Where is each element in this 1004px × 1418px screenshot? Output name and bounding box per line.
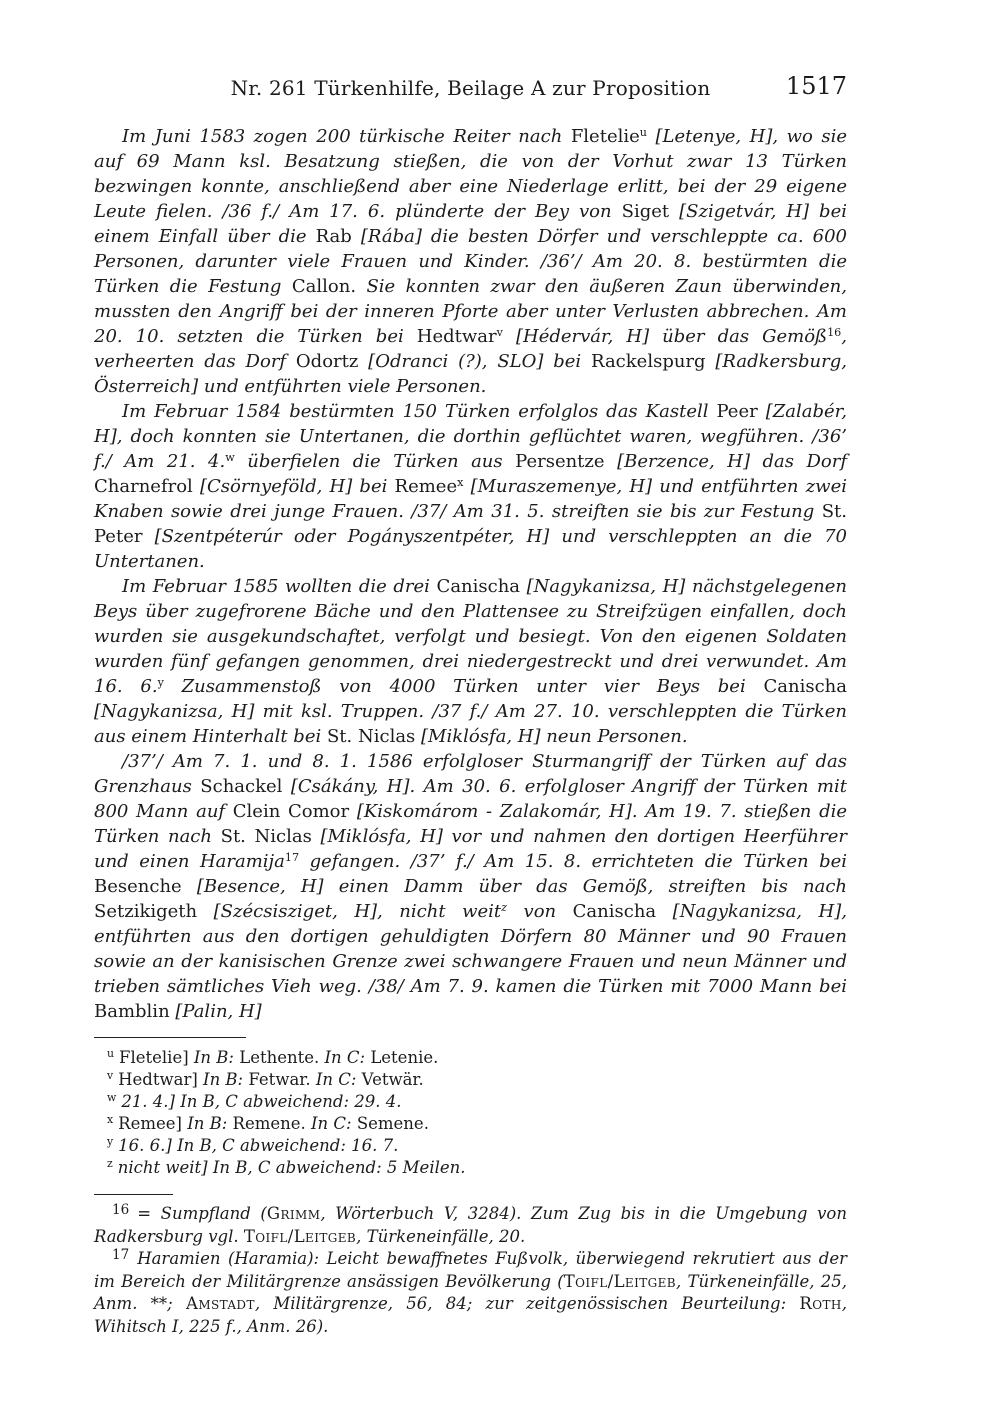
text-segment: [Letenye, H], wo sie auf 69 Mann ksl. Besatzung stießen, die von der Vorhut zwar 13 Türken bezwingen konnte, anschließend aber eine Niederlage erlitt, bei der 29 eigene Leute fielen. /36 f./ Am 17. 6. plünderte der Bey von [94,126,847,222]
running-header-title: Nr. 261 Türkenhilfe, Beilage A zur Proposition [230,76,711,100]
text-segment: nicht weit] In B, C abweichend: 5 Meilen. [117,1158,466,1177]
apparatus-note [94,1091,847,1113]
text-segment: /37’/ Am 7. 1. und 8. 1. 1586 erfolgloser Sturmangriff der Türken auf das Grenzhaus [94,751,847,797]
text-segment: [Szécsisziget, H], nicht weit [197,901,502,922]
apparatus-note [94,1069,847,1091]
apparatus-note-marker: z [107,1157,113,1171]
text-segment: x [457,475,464,489]
text-segment: Charnefrol [94,476,193,497]
text-segment: [Hédervár, H] über das Gemöß [502,326,828,347]
text-segment: Zusammenstoß von 4000 Türken unter vier Beys bei [163,676,764,697]
page-number: 1517 [785,72,847,100]
body-paragraph [94,124,847,399]
text-segment: Sumpfland ( [160,1204,267,1223]
body-text [94,124,847,1024]
apparatus-note-marker: w [107,1091,117,1105]
text-segment: Hedtwar [416,326,497,347]
text-segment: Remee [394,476,458,497]
text-segment: y [157,675,164,689]
text-segment: , Wihitsch I, 225 f., Anm. 26). [94,1294,847,1336]
page-header [94,72,847,106]
text-segment: Fletelie] [119,1048,194,1067]
apparatus-note-marker: v [107,1069,114,1083]
text-segment: In C: [324,1048,371,1067]
text-segment: [Radkersburg, Österreich] und entführten viele Personen. [94,351,847,397]
text-segment: Setzikigeth [94,901,198,922]
text-segment: [Berzence, H] das Dorf [604,451,848,472]
text-segment: Grimm [266,1204,321,1223]
text-segment: gefangen. /37’ f./ Am 15. 8. errichteten die Türken bei [299,851,847,872]
text-segment: 16. 6.] In B, C abweichend: 16. 7. [118,1136,399,1155]
text-segment: Besenche [94,876,182,897]
text-segment: [Odranci (?), SLO] bei [358,351,591,372]
footnotes-divider-rule [94,1194,173,1195]
apparatus-note [94,1157,847,1179]
apparatus-note [94,1135,847,1157]
apparatus-note-marker: x [107,1113,114,1127]
body-paragraph [94,749,847,1024]
text-segment: [Nagykanizsa, H] mit ksl. Truppen. /37 f./ Am 27. 10. verschleppten die Türken aus einem Hinterhalt bei [94,701,847,747]
text-segment: [Miklósfa, H] neun Personen. [415,726,688,747]
apparatus-note [94,1113,847,1135]
text-segment: [Muraszemenye, H] und entführten zwei Knaben sowie drei junge Frauen. /37/ Am 31. 5. streiften sie bis zur Festung [94,476,847,522]
footnote-marker: 16 [112,1201,130,1218]
text-segment: Semene. [356,1114,429,1133]
text-segment: 21. 4.] In B, C abweichend: 29. 4. [121,1092,402,1111]
text-segment: [Rába] die besten Dörfer und verschleppte ca. 600 Personen, darunter viele Frauen und Kinder. /36’/ Am 20. 8. bestürmten die Türken die Festung [94,226,847,297]
text-segment: Toifl/Leitgeb [243,1226,357,1246]
text-segment: Toifl/Leitgeb [563,1271,676,1291]
apparatus-divider-rule [94,1037,246,1038]
text-segment: Canischa [436,576,521,597]
text-segment: = [137,1204,161,1223]
text-segment: [Palin, H] [169,1001,262,1022]
body-paragraph [94,574,847,749]
text-segment: Callon. [291,276,357,297]
apparatus-note-marker: y [107,1135,114,1149]
text-segment: Im Juni 1583 zogen 200 türkische Reiter nach [122,126,571,147]
text-segment: , Militärgrenze, 56, 84; zur zeitgenössischen Beurteilung: [254,1294,800,1313]
text-segment: überfielen die Türken aus [234,451,516,472]
apparatus-section [94,1047,847,1179]
apparatus-note [94,1047,847,1069]
text-segment: Amstadt [186,1294,255,1313]
text-segment: [Csörnyeföld, H] bei [192,476,395,497]
text-segment: Roth [799,1294,842,1313]
text-segment: Canischa [763,676,847,697]
text-segment: In B: [193,1048,240,1067]
text-segment: Canischa [572,901,657,922]
text-segment: Siget [621,201,670,222]
footnote [94,1203,847,1248]
text-segment: [Szigetvár, H] bei einem Einfall über die [94,201,847,247]
text-segment: In B: [203,1070,249,1089]
apparatus-note-marker: u [107,1047,115,1061]
text-segment: Schackel [200,776,283,797]
text-segment: Clein Comor [232,801,350,822]
text-segment: [Besence, H] einen Damm über das Gemöß, streiften bis nach [181,876,847,897]
text-segment: [Nagykanizsa, H] nächstgelegenen Beys über zugefrorene Bäche und den Plattensee zu Streifzügen einfallen, doch wurden sie ausgekundschaftet, verfolgt und besiegt. Von den eigenen Soldaten wurden fünf gefangen genommen, drei niedergestreckt und drei verwundet. Am 16. 6. [94,576,848,697]
text-segment: Fletelie [570,126,640,147]
text-segment: u [639,125,647,139]
text-segment: Lethente. [239,1048,325,1067]
text-segment: 17 [284,850,300,864]
text-segment: w [225,450,235,464]
text-segment: [Nagykanizsa, H], entführten aus den dortigen gehuldigten Dörfern 80 Männer und 90 Frauen sowie an der kanisischen Grenze zwei schwangere Frauen und neun Männer und trieben sämtliches Vieh weg. /38/ Am 7. 9. kamen die Türken mit 7000 Mann bei [94,901,847,997]
text-segment: Rab [315,226,352,247]
text-segment: [Miklósfa, H] vor und nahmen den dortigen Heerführer und einen Haramija [94,826,847,872]
text-segment: Remene. [232,1114,311,1133]
text-segment: [Csákány, H]. Am 30. 6. erfolgloser Angriff der Türken mit 800 Mann auf [94,776,847,822]
text-segment: Hedtwar] [118,1070,204,1089]
text-segment: In C: [311,1114,357,1133]
footnotes-section [94,1203,847,1338]
text-segment: St. Peter [94,501,847,547]
text-segment: von [507,901,573,922]
text-segment: Bamblin [94,1001,170,1022]
text-segment: Im Februar 1585 wollten die drei [122,576,437,597]
text-segment: , Türkeneinfälle, 20. [356,1226,526,1246]
text-segment: Fetwar. [248,1070,316,1089]
text-segment: Vetwär. [361,1070,424,1089]
text-segment: In B: [187,1114,233,1133]
footnote-marker: 17 [112,1246,130,1263]
text-segment: [Zalabér, H], doch konnten sie Untertanen, die dorthin geflüchtet waren, wegführen. /36’ f./ Am 21. 4. [94,401,847,472]
text-segment: Remee] [118,1114,188,1133]
text-segment: St. Niclas [326,726,416,747]
text-segment: Rackelspurg [590,351,706,372]
text-segment: v [496,325,503,339]
text-segment: [Szentpéterúr oder Pogányszentpéter, H] und verschleppten an die 70 Untertanen. [94,526,847,572]
text-segment: z [501,900,508,914]
text-segment: Haramien (Haramia): Leicht bewaffnetes Fußvolk, überwiegend rekrutiert aus der im Bereich der Militärgrenze ansässigen Bevölkerung ( [94,1249,847,1291]
text-segment: Im Februar 1584 bestürmten 150 Türken erfolglos das Kastell [122,401,717,422]
text-segment: Persentze [515,451,605,472]
text-segment: , Wörterbuch V, 3284). Zum Zug bis in die Umgebung von Radkersburg vgl. [94,1204,847,1246]
text-segment: , Türkeneinfälle, 25, Anm. **; [94,1271,847,1313]
footnote [94,1248,847,1338]
text-segment: Peer [716,401,758,422]
text-segment: St. Niclas [220,826,312,847]
text-segment: 16 [827,325,842,339]
body-paragraph [94,399,847,574]
text-segment: Letenie. [370,1048,439,1067]
text-segment: , verheerten das Dorf [94,326,847,372]
text-segment: Odortz [295,351,359,372]
text-segment: [Kiskomárom - Zalakomár, H]. Am 19. 7. stießen die Türken nach [94,801,848,847]
text-segment: In C: [315,1070,362,1089]
text-segment: Sie konnten zwar den äußeren Zaun überwinden, mussten den Angriff bei der inneren Pforte aber unter Verlusten abbrechen. Am 20. 10. setzten die Türken bei [94,276,847,347]
